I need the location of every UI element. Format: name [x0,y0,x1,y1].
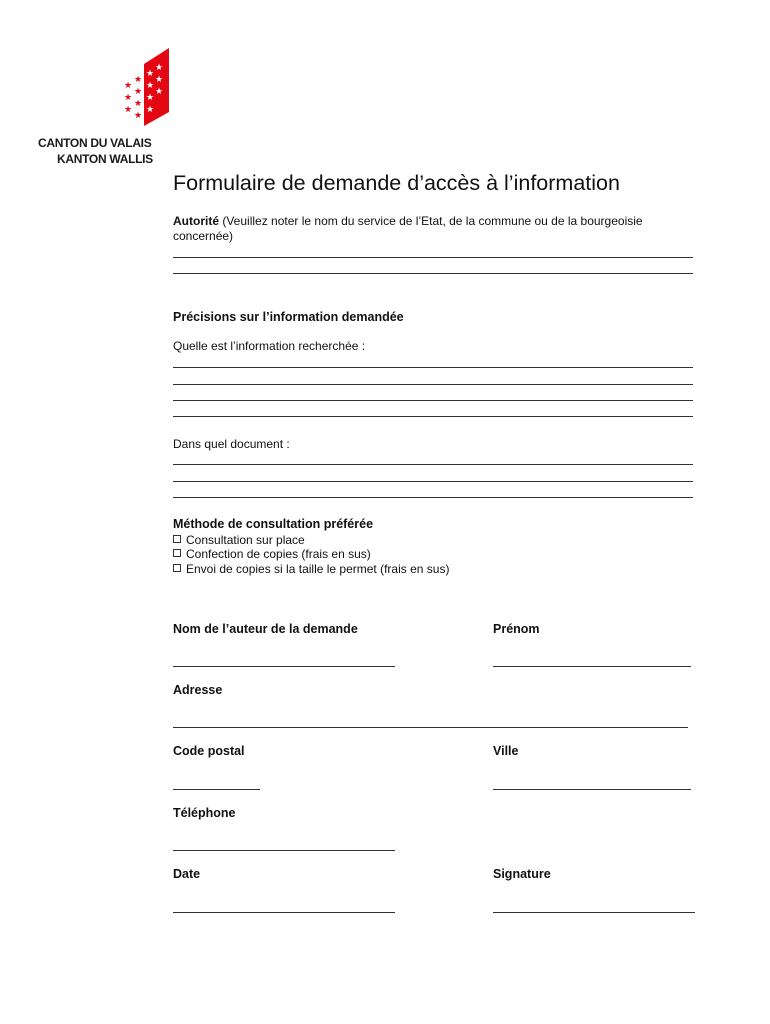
question-document: Dans quel document : [173,437,290,451]
option-copies[interactable] [173,547,371,561]
svg-text:★: ★ [134,111,143,121]
svg-text:★: ★ [134,99,143,109]
author-name-label: Nom de l’auteur de la demande [173,622,358,636]
info-line-4[interactable] [173,416,693,417]
checkbox-icon[interactable] [173,549,181,557]
author-name-field[interactable] [173,666,395,667]
checkbox-icon[interactable] [173,564,181,572]
phone-label: Téléphone [173,806,236,820]
svg-text:★: ★ [134,87,143,97]
svg-text:★: ★ [134,75,143,85]
info-line-1[interactable] [173,367,693,368]
question-info: Quelle est l’information recherchée : [173,339,366,353]
address-field[interactable] [173,727,688,728]
signature-label: Signature [493,867,551,881]
option-envoi[interactable] [173,562,449,576]
postal-code-field[interactable] [173,789,260,790]
document-line-3[interactable] [173,497,693,498]
svg-text:★: ★ [146,105,155,115]
logo-line-2: KANTON WALLIS [57,152,153,166]
authority-label: Autorité [173,214,219,228]
svg-text:★: ★ [146,81,155,91]
svg-text:★: ★ [155,87,164,97]
info-line-3[interactable] [173,400,693,401]
precisions-heading: Précisions sur l’information demandée [173,310,404,324]
city-field[interactable] [493,789,691,790]
option-label: Consultation sur place [186,533,305,547]
page-title: Formulaire de demande d’accès à l’information [173,171,620,195]
method-heading: Méthode de consultation préférée [173,517,374,531]
authority-note-2: concernée) [173,229,234,243]
svg-text:★: ★ [124,81,133,91]
first-name-label: Prénom [493,622,540,636]
postal-code-label: Code postal [173,744,245,758]
date-label: Date [173,867,201,881]
first-name-field[interactable] [493,666,691,667]
authority-note-1: (Veuillez noter le nom du service de l’Etat, de la commune ou de la bourgeoisie [222,214,643,228]
option-label: Envoi de copies si la taille le permet (frais en sus) [186,562,450,576]
document-line-2[interactable] [173,481,693,482]
option-label: Confection de copies (frais en sus) [186,547,371,561]
authority-line-2[interactable] [173,273,693,274]
signature-field[interactable] [493,912,695,913]
authority-row [173,214,643,229]
date-field[interactable] [173,912,395,913]
checkbox-icon[interactable] [173,535,181,543]
logo-line-1: CANTON DU VALAIS [38,136,152,150]
svg-text:★: ★ [155,75,164,85]
canton-flag-icon [122,48,170,130]
svg-text:★: ★ [124,93,133,103]
city-label: Ville [493,744,519,758]
address-label: Adresse [173,683,223,697]
svg-text:★: ★ [124,105,133,115]
svg-text:★: ★ [146,69,155,79]
option-consultation[interactable] [173,533,305,547]
svg-text:★: ★ [155,63,164,73]
document-line-1[interactable] [173,464,693,465]
authority-line-1[interactable] [173,257,693,258]
svg-text:★: ★ [146,93,155,103]
phone-field[interactable] [173,850,395,851]
canton-logo [38,48,178,168]
info-line-2[interactable] [173,384,693,385]
